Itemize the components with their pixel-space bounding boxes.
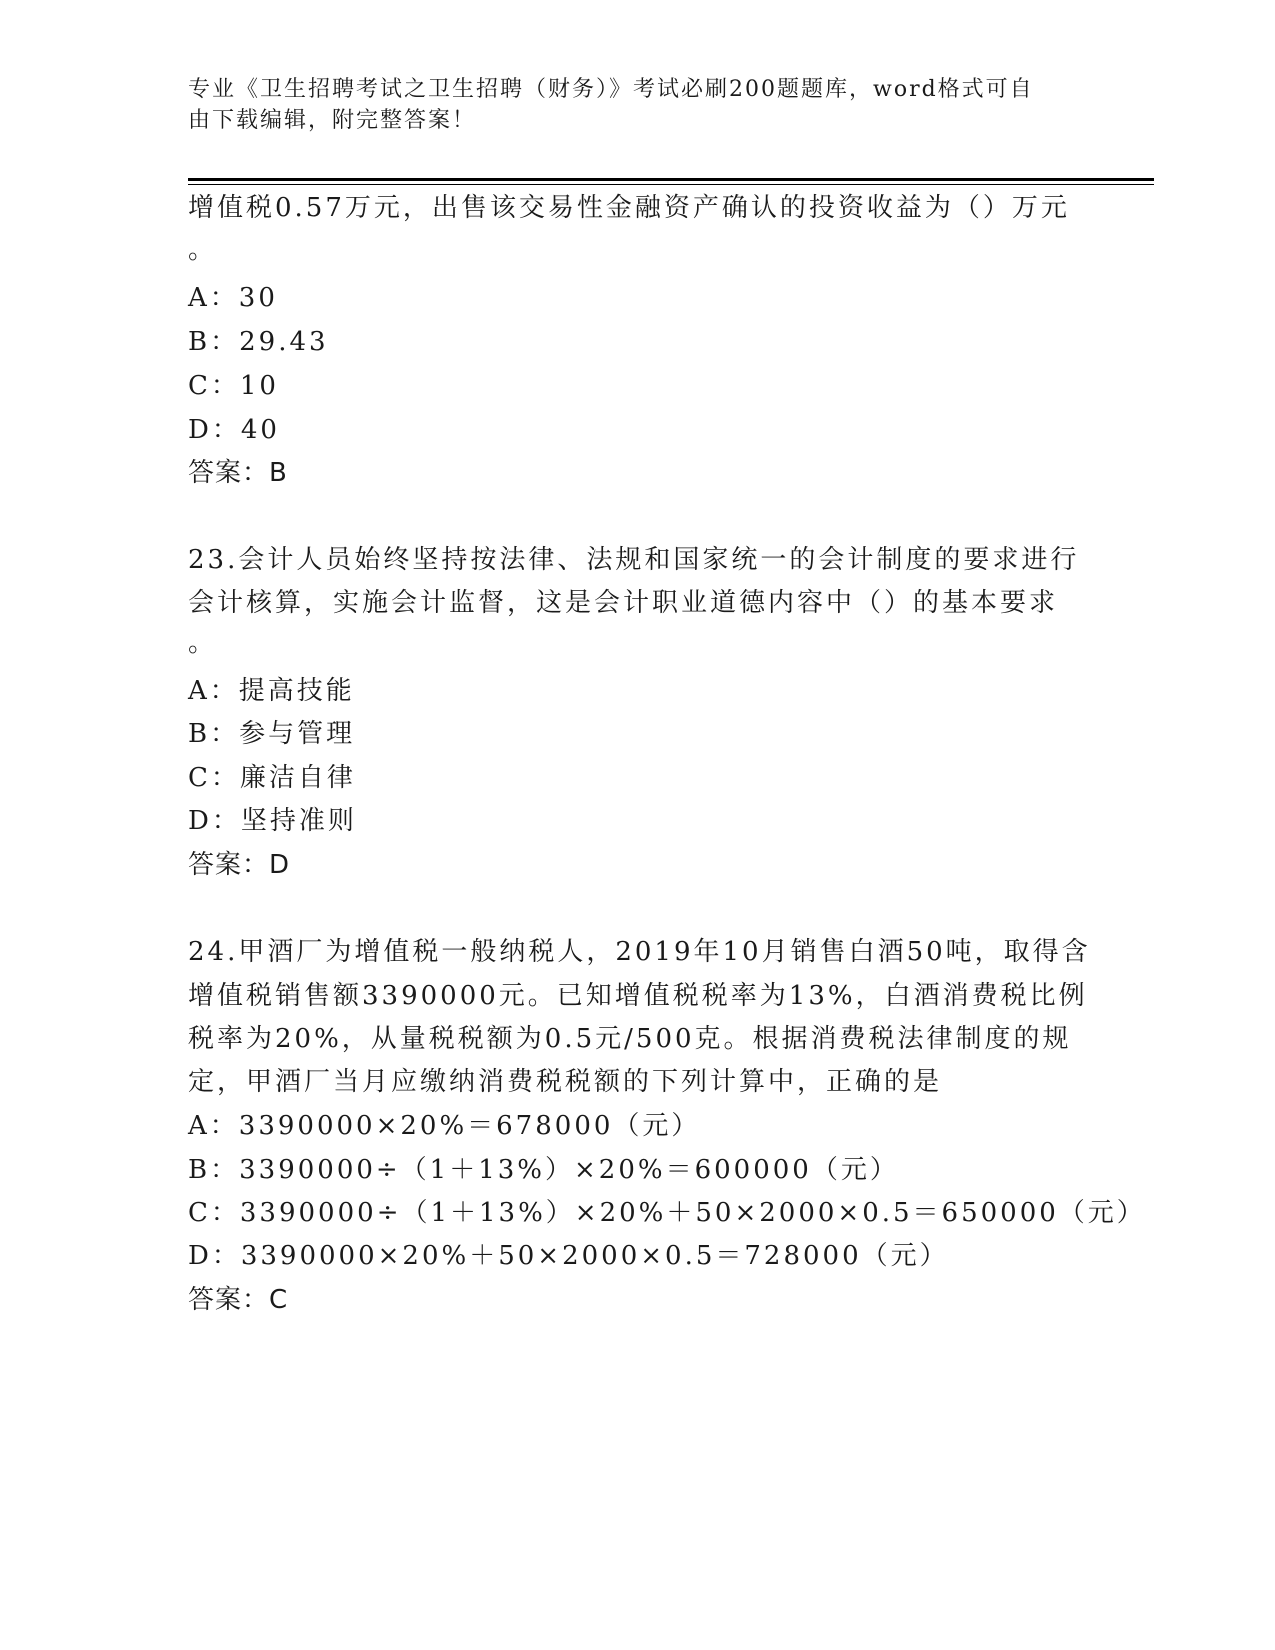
q23-stem-line-1: 23.会计人员始终坚持按法律、法规和国家统一的会计制度的要求进行: [188, 545, 1080, 575]
q23-answer: 答案：D: [188, 850, 291, 880]
q23-option-c: C：廉洁自律: [188, 763, 356, 793]
header-line-1: 专业《卫生招聘考试之卫生招聘（财务）》考试必刷200题题库，word格式可自: [188, 77, 1034, 102]
q24-option-c: C：3390000÷（1＋13%）×20%＋50×2000×0.5＝650000（元）: [188, 1198, 1146, 1228]
q22-option-d: D：40: [188, 415, 280, 445]
q24-answer: 答案：C: [188, 1285, 289, 1315]
q24-stem-line-1: 24.甲酒厂为增值税一般纳税人，2019年10月销售白酒50吨，取得含: [188, 937, 1091, 967]
q23-stem-line-2: 会计核算，实施会计监督，这是会计职业道德内容中（）的基本要求: [188, 588, 1059, 618]
q24-stem-line-4: 定，甲酒厂当月应缴纳消费税税额的下列计算中，正确的是: [188, 1067, 943, 1097]
q23-option-b: B：参与管理: [188, 719, 356, 749]
q22-option-a: A：30: [188, 283, 278, 313]
q23-stem-line-3: 。: [188, 628, 218, 658]
q24-option-a: A：3390000×20%＝678000（元）: [188, 1111, 701, 1141]
q23-option-a: A：提高技能: [188, 676, 355, 706]
q22-stem-end: 。: [188, 235, 218, 265]
q24-stem-line-3: 税率为20%，从量税税额为0.5元/500克。根据消费税法律制度的规: [188, 1024, 1072, 1054]
q24-option-b: B：3390000÷（1＋13%）×20%＝600000（元）: [188, 1155, 899, 1185]
q24-option-d: D：3390000×20%＋50×2000×0.5＝728000（元）: [188, 1241, 949, 1271]
q22-option-b: B：29.43: [188, 327, 329, 357]
header-line-2: 由下载编辑，附完整答案！: [188, 108, 477, 133]
header-rule-thin: [188, 184, 1154, 185]
q23-option-d: D：坚持准则: [188, 806, 357, 836]
document-header: [188, 74, 1088, 136]
header-rule-thick: [188, 178, 1154, 181]
q22-option-c: C：10: [188, 371, 279, 401]
q24-stem-line-2: 增值税销售额3390000元。已知增值税税率为13%，白酒消费税比例: [188, 981, 1088, 1011]
q22-stem-continuation: 增值税0.57万元，出售该交易性金融资产确认的投资收益为（）万元: [188, 193, 1070, 223]
q22-answer: 答案：B: [188, 458, 288, 488]
